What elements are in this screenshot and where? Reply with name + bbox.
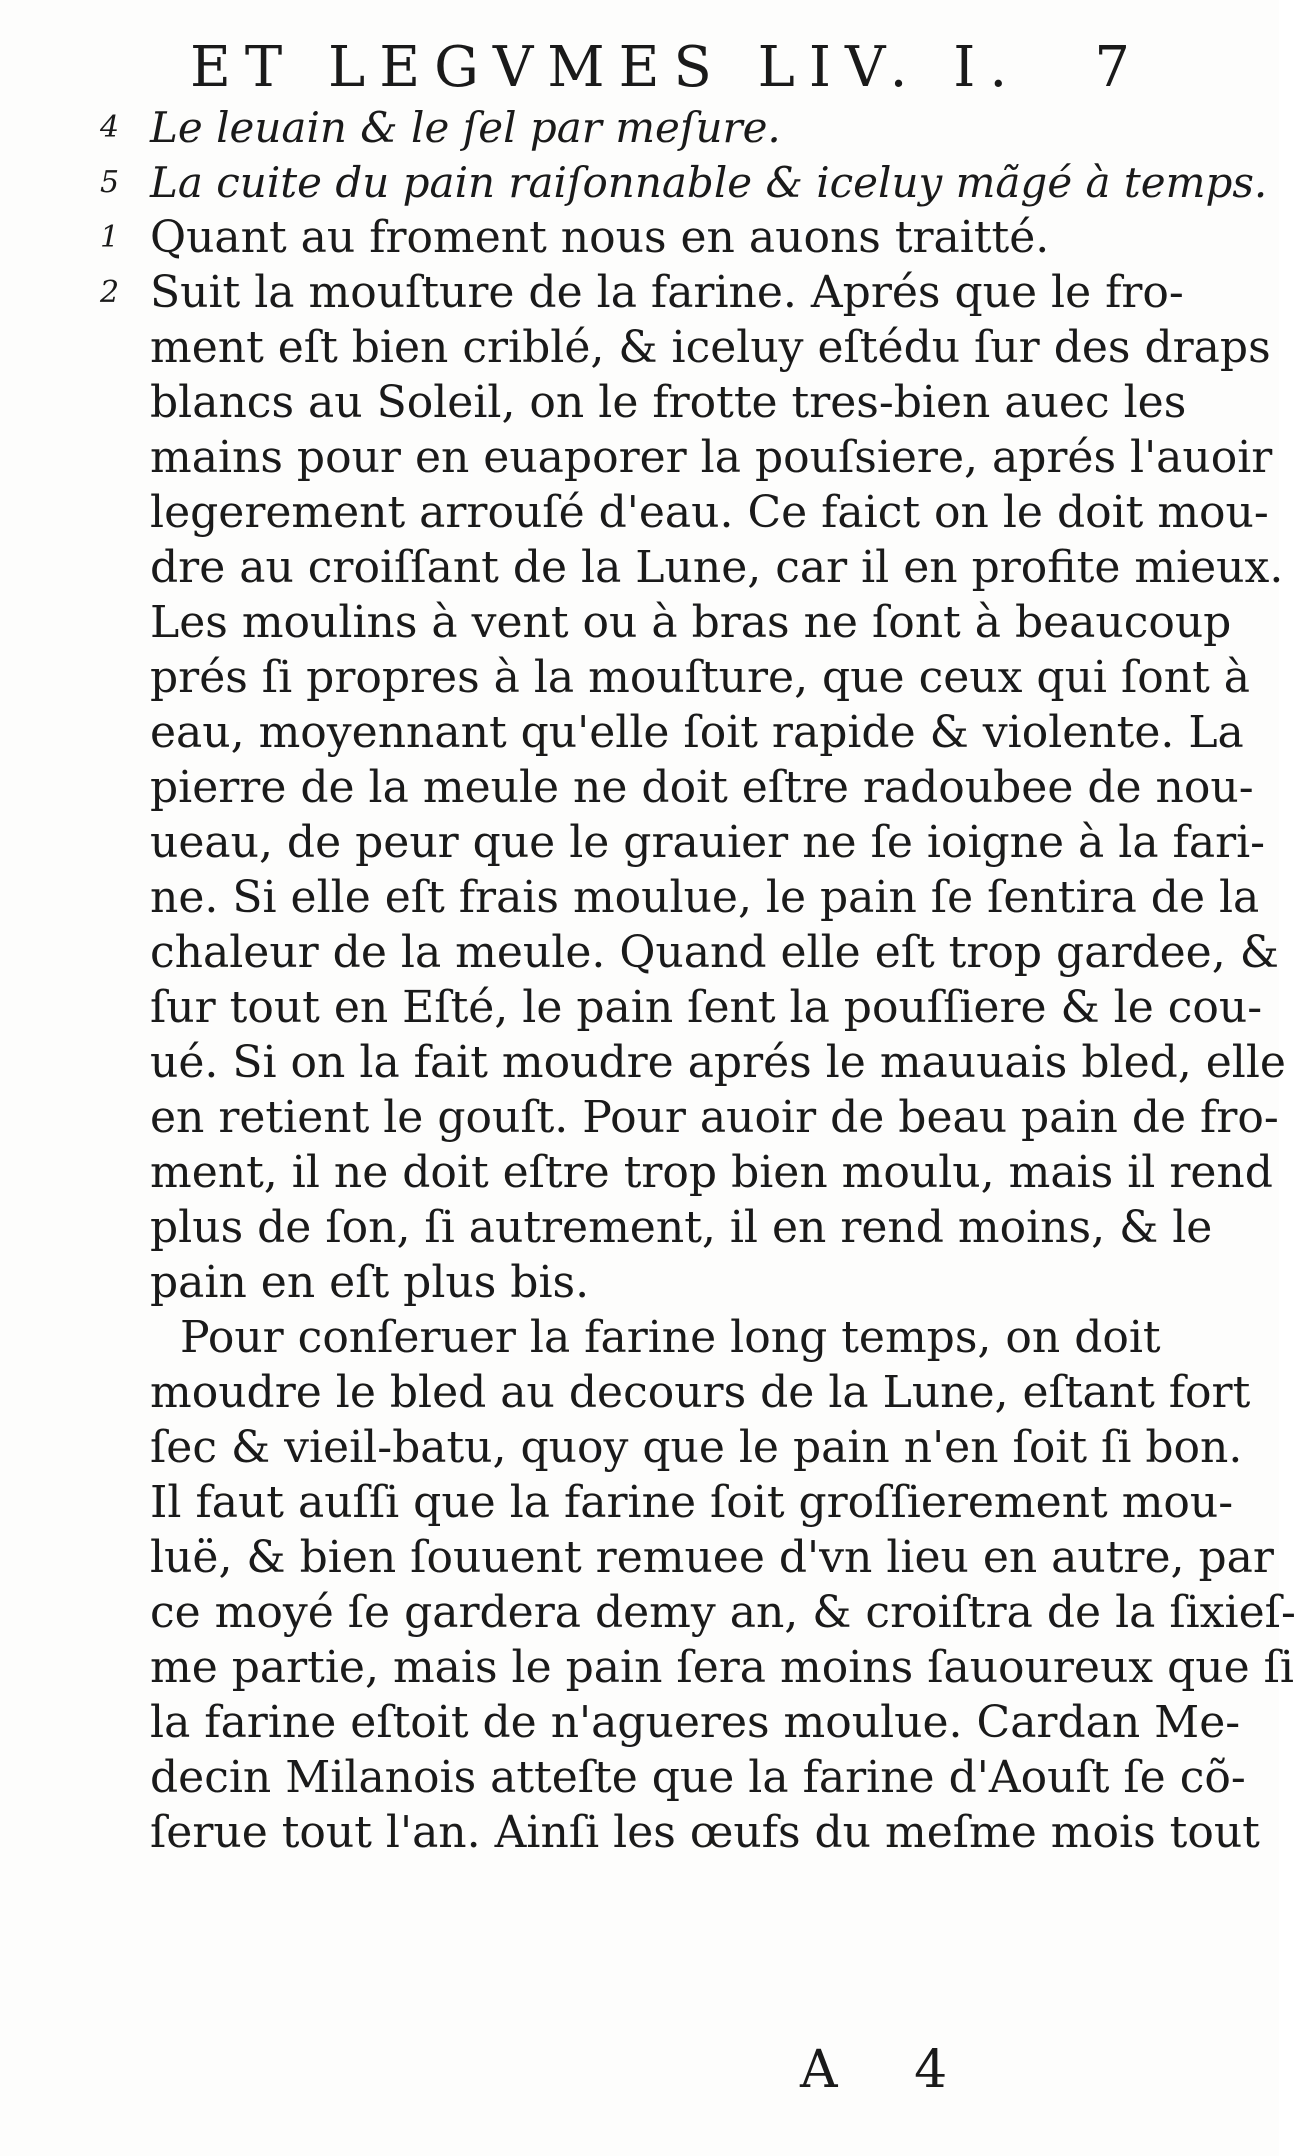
running-title: ET LEGVMES LIV. I. [190,35,1022,100]
signature-number: 4 [914,2040,948,2100]
text-line: Il faut auſſi que la farine ſoit groſſierement mou- [150,1477,1234,1528]
text-line: moudre le bled au decours de la Lune, eſtant fort [150,1367,1251,1418]
line-number: 2 [100,275,120,310]
text-line: plus de ſon, ſi autrement, il en rend moins, & le [150,1202,1213,1253]
line-text: Quant au froment nous en auons traitté. [150,212,1050,263]
numbered-line [100,155,1268,210]
text-line: ſur tout en Eſté, le pain ſent la pouſſiere & le cou- [150,982,1263,1033]
body-text [100,100,1296,1860]
text-line: ué. Si on la fait moudre aprés le mauuais bled, elle [150,1037,1286,1088]
text-line: ueau, de peur que le grauier ne ſe ioigne à la fari- [150,817,1266,868]
line-text: Suit la mouſture de la farine. Aprés que le fro- [150,267,1184,318]
text-line: ne. Si elle eſt frais moulue, le pain ſe ſentira de la [150,872,1260,923]
text-line: ment, il ne doit eſtre trop bien moulu, mais il rend [150,1147,1273,1198]
text-line: luë, & bien ſouuent remuee d'vn lieu en autre, par [150,1532,1274,1583]
text-line: mains pour en euaporer la pouſsiere, aprés l'auoir [150,432,1273,483]
text-line: la farine eſtoit de n'agueres moulue. Cardan Me- [150,1697,1241,1748]
text-line: ce moyé ſe gardera demy an, & croiſtra de la ſixieſ- [150,1587,1296,1638]
text-line: prés ſi propres à la mouſture, que ceux qui ſont à [150,652,1250,703]
text-line: eau, moyennant qu'elle ſoit rapide & violente. La [150,707,1244,758]
text-line: en retient le gouſt. Pour auoir de beau pain de fro- [150,1092,1279,1143]
line-number: 1 [100,220,120,255]
signature-letter: A [800,2040,838,2100]
text-line: dre au croiſſant de la Lune, car il en profite mieux. [150,542,1284,593]
text-line: chaleur de la meule. Quand elle eſt trop gardee, & [150,927,1279,978]
page-number: 7 [1094,35,1130,100]
numbered-line [100,210,1180,265]
text-line: ment eſt bien criblé, & iceluy eſtédu ſur des draps [150,322,1271,373]
numbered-line [100,100,1180,155]
text-line: Les moulins à vent ou à bras ne ſont à beaucoup [150,597,1232,648]
line-text: Le leuain & le ſel par meſure. [150,103,781,152]
line-number: 4 [100,110,120,145]
page-header [190,28,1130,108]
text-line: me partie, mais le pain ſera moins ſauoureux que ſi [150,1642,1294,1693]
text-line: legerement arrouſé d'eau. Ce faict on le doit mou- [150,487,1269,538]
text-line: Pour conſeruer la farine long temps, on doit [180,1312,1161,1363]
text-line: ſec & vieil-batu, quoy que le pain n'en ſoit ſi bon. [150,1422,1243,1473]
text-line: pierre de la meule ne doit eſtre radoubee de nou- [150,762,1254,813]
line-number: 5 [100,165,120,200]
text-line: pain en eſt plus bis. [150,1257,590,1308]
text-line: blancs au Soleil, on le frotte tres-bien auec les [150,377,1187,428]
text-line: ſerue tout l'an. Ainſi les œufs du meſme mois tout [150,1807,1260,1858]
numbered-line [100,265,1184,320]
line-text: La cuite du pain raiſonnable & iceluy mãgé à temps. [150,158,1268,207]
text-line: decin Milanois atteſte que la farine d'Aouſt ſe cõ- [150,1752,1246,1803]
signature-mark [800,2035,947,2105]
